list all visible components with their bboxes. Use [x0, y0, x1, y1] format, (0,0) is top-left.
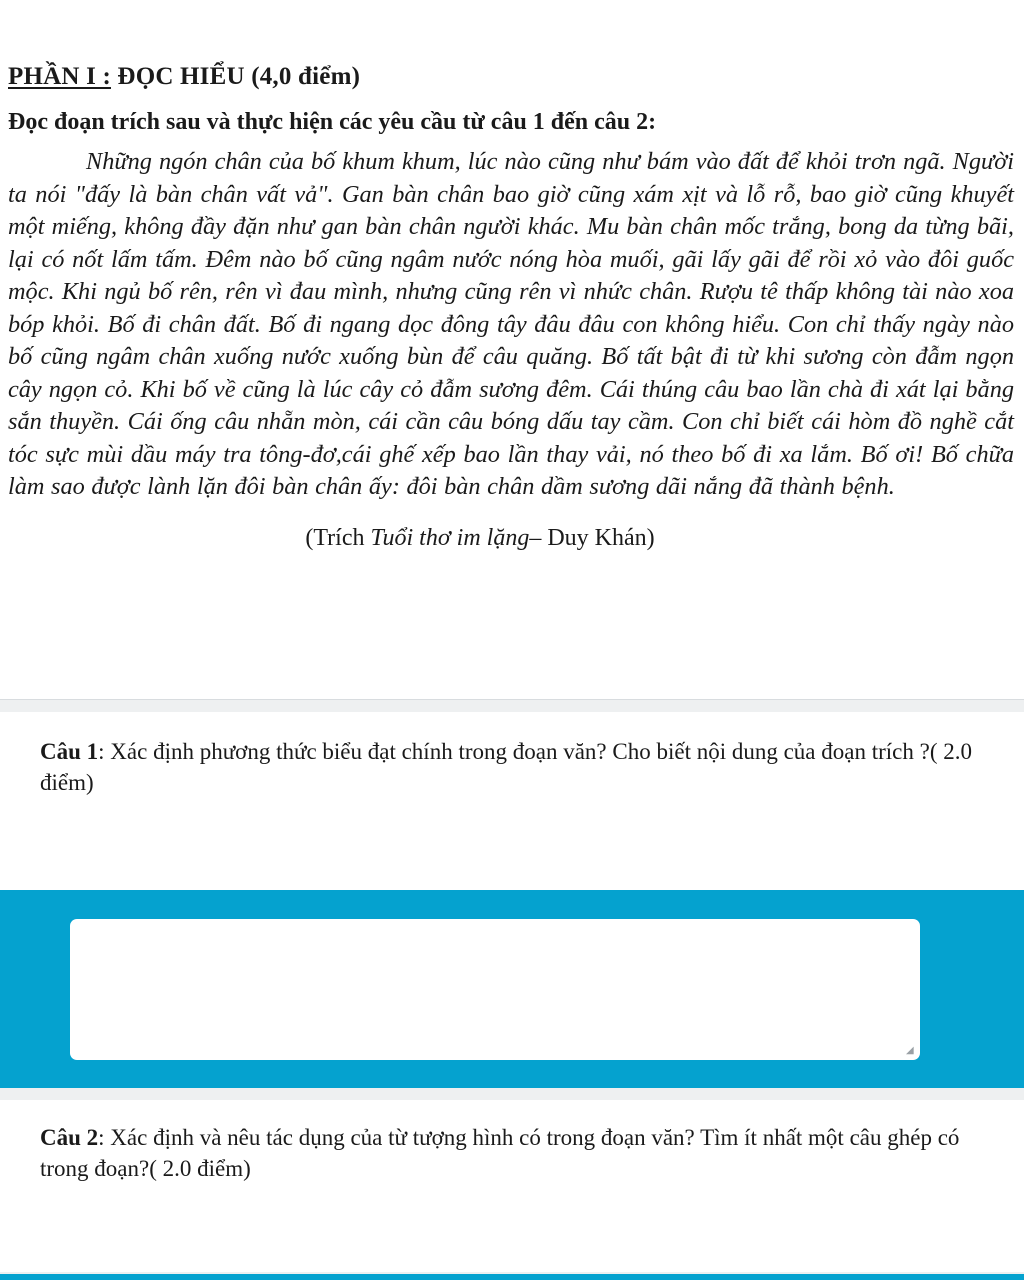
- question-1-body: : Xác định phương thức biểu đạt chính trong đoạn văn? Cho biết nội dung của đoạn trích ?( 2.0 điểm): [40, 739, 972, 795]
- question-2-body: : Xác định và nêu tác dụng của từ tượng hình có trong đoạn văn? Tìm ít nhất một câu ghép có trong đoạn?( 2.0 điểm): [40, 1125, 960, 1181]
- citation-author: – Duy Khán): [529, 524, 655, 551]
- citation-open: (Trích: [305, 524, 371, 551]
- question-1-number: Câu 1: [40, 739, 99, 764]
- citation: [8, 522, 1016, 554]
- answer-textarea[interactable]: [70, 919, 920, 1060]
- answer-panel: [0, 890, 1024, 1088]
- bottom-accent-strip: [0, 1274, 1024, 1280]
- citation-title: Tuổi thơ im lặng: [370, 524, 530, 551]
- section-title-rest: ĐỌC HIỂU (4,0 điểm): [110, 63, 361, 90]
- passage-text: Những ngón chân của bố khum khum, lúc nào cũng như bám vào đất để khỏi trơn ngã. Người ta nói "đấy là bàn chân vất vả". Gan bàn chân bao giờ cũng xám xịt và lỗ rỗ, bao giờ cũng khuyết một miếng, không đầy đặn như gan bàn chân người khác. Mu bàn chân mốc trắng, bong da từng bãi, lại có nốt lấm tấm. Đêm nào bố cũng ngâm nước nóng hòa muối, gãi lấy gãi để rồi xỏ vào đôi guốc mộc. Khi ngủ bố rên, rên vì đau mình, nhưng cũng rên vì nhức chân. Rượu tê thấp không tài nào xoa bóp khỏi. Bố đi chân đất. Bố đi ngang dọc đông tây đâu đâu con không hiểu. Con chỉ thấy ngày nào bố cũng ngâm chân xuống nước xuống bùn để câu quăng. Bố tất bật đi từ khi sương còn đẫm ngọn cây ngọn cỏ. Khi bố về cũng là lúc cây cỏ đẫm sương đêm. Cái thúng câu bao lần chà đi xát lại bằng sắn thuyền. Cái ống câu nhẵn mòn, cái cần câu bóng dấu tay cầm. Con chỉ biết cái hòm đồ nghề cắt tóc sực mùi dầu máy tra tông-đơ,cái ghế xếp bao lần thay vải, nó theo bố đi xa lắm. Bố ơi! Bố chữa làm sao được lành lặn đôi bàn chân ấy: đôi bàn chân dầm sương dãi nắng đã thành bệnh.: [8, 148, 1014, 500]
- section-title: [8, 60, 1016, 94]
- section-title-prefix: PHẦN I :: [8, 63, 111, 90]
- question-2-text: [40, 1122, 984, 1184]
- question-1-card: [0, 712, 1024, 890]
- instruction-text: Đọc đoạn trích sau và thực hiện các yêu cầu từ câu 1 đến câu 2:: [8, 109, 657, 135]
- question-2-number: Câu 2: [40, 1125, 99, 1150]
- question-2-card: [0, 1100, 1024, 1272]
- resize-grip-icon[interactable]: ◢: [906, 1045, 914, 1056]
- question-1-text: [40, 736, 984, 798]
